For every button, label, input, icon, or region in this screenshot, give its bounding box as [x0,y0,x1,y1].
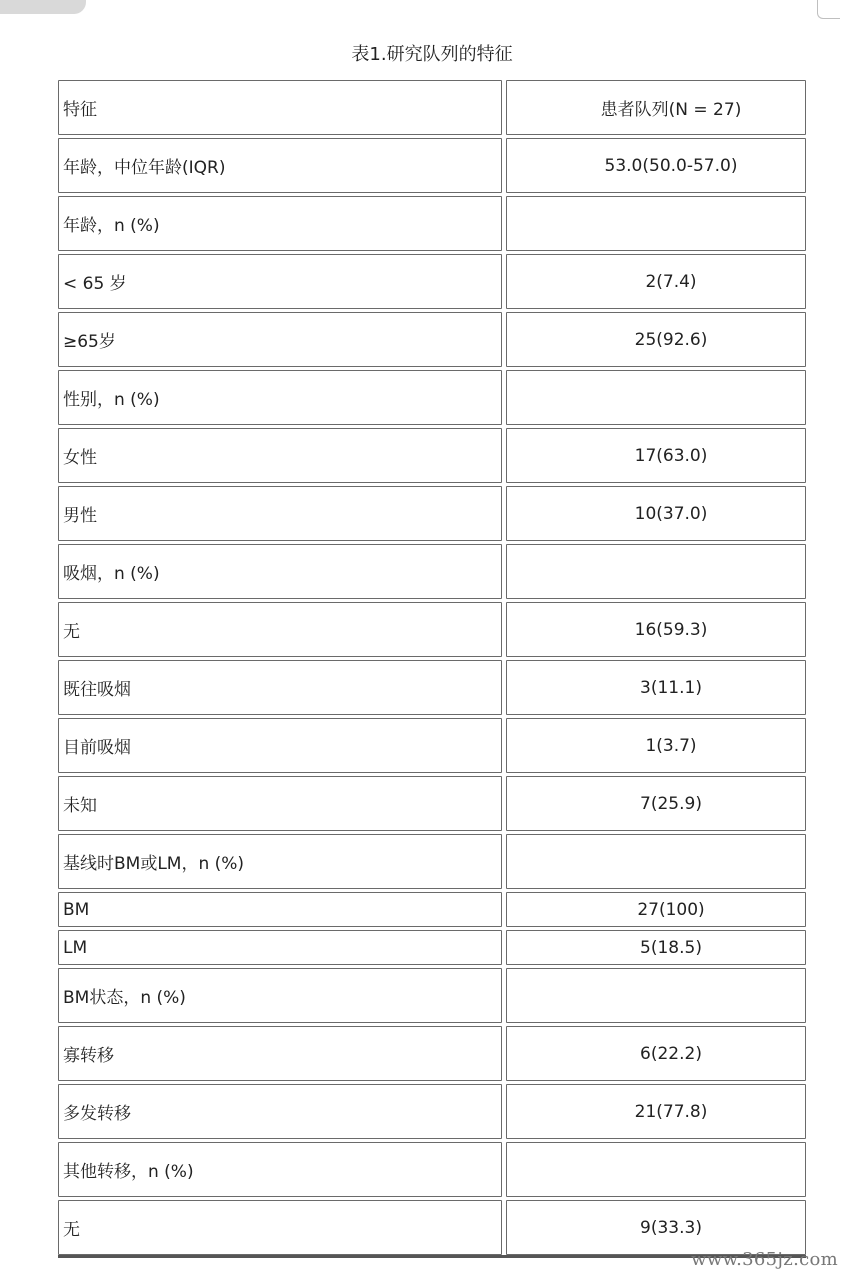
row-label: BM [58,892,502,927]
row-value: 1(3.7) [506,718,806,773]
table-row [58,660,806,715]
row-value: 5(18.5) [506,930,806,965]
row-value: 3(11.1) [506,660,806,715]
row-label: 年龄，中位年龄(IQR) [58,138,502,193]
row-value: 21(77.8) [506,1084,806,1139]
row-label: 其他转移，n (%) [58,1142,502,1197]
table-row [58,718,806,773]
table-row [58,968,806,1023]
table-row [58,196,806,251]
row-value [506,370,806,425]
row-label: ≥65岁 [58,312,502,367]
row-label: 未知 [58,776,502,831]
row-label: 目前吸烟 [58,718,502,773]
table-title: 表1.研究队列的特征 [351,44,513,65]
table-row [58,602,806,657]
row-value: 53.0(50.0-57.0) [506,138,806,193]
header-characteristic: 特征 [58,80,502,135]
row-value [506,968,806,1023]
table-row [58,486,806,541]
table-row [58,1026,806,1081]
table-row [58,892,806,927]
row-value: 9(33.3) [506,1200,806,1255]
row-label: 寡转移 [58,1026,502,1081]
row-value [506,1142,806,1197]
row-value: 16(59.3) [506,602,806,657]
header-patient-cohort: 患者队列(N = 27) [506,80,806,135]
top-right-corner [817,0,840,19]
table-row [58,930,806,965]
row-label: 多发转移 [58,1084,502,1139]
row-label: 女性 [58,428,502,483]
row-value [506,834,806,889]
row-label: 吸烟，n (%) [58,544,502,599]
row-label: 既往吸烟 [58,660,502,715]
row-value: 25(92.6) [506,312,806,367]
table-row [58,254,806,309]
row-value [506,544,806,599]
table-row [58,1200,806,1255]
row-label: LM [58,930,502,965]
row-label: 男性 [58,486,502,541]
row-label: 年龄，n (%) [58,196,502,251]
table-row [58,776,806,831]
row-label: 无 [58,602,502,657]
table-row [58,1142,806,1197]
row-value: 7(25.9) [506,776,806,831]
row-value: 2(7.4) [506,254,806,309]
row-value: 27(100) [506,892,806,927]
table-row [58,312,806,367]
row-label: 基线时BM或LM，n (%) [58,834,502,889]
row-label: 无 [58,1200,502,1255]
row-label: BM状态，n (%) [58,968,502,1023]
watermark-text: www.365jz.com [691,1249,838,1270]
row-value [506,196,806,251]
row-value: 17(63.0) [506,428,806,483]
table-row [58,370,806,425]
row-label: < 65 岁 [58,254,502,309]
row-value: 6(22.2) [506,1026,806,1081]
row-label: 性别，n (%) [58,370,502,425]
table-row [58,138,806,193]
table-row [58,1084,806,1139]
table-row [58,544,806,599]
characteristics-table [58,80,806,1258]
row-value: 10(37.0) [506,486,806,541]
table-row [58,428,806,483]
table-header-row [58,80,806,135]
top-left-tab [0,0,86,14]
table-row [58,834,806,889]
